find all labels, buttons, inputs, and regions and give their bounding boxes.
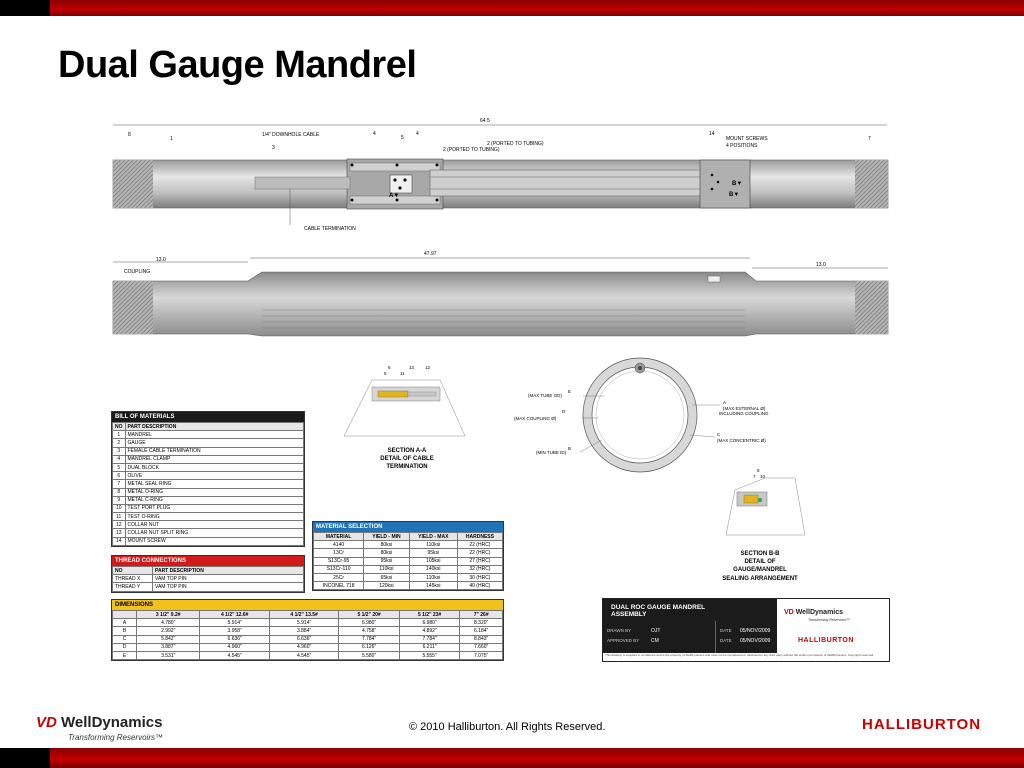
thread-cell: THREAD X — [113, 575, 153, 583]
tb-drawn-value: OJT — [651, 628, 661, 634]
ring-d: D — [562, 409, 566, 414]
bom-cell: METAL SEAL RING — [125, 480, 304, 488]
bom-cell: METAL C-RING — [125, 496, 304, 504]
thread-cell: VAM TOP PIN — [153, 575, 304, 583]
aa-title-3: TERMINATION — [386, 464, 428, 470]
dimension-column-header: 7" 26# — [460, 611, 503, 619]
dimension-cell: 6.980" — [399, 619, 460, 627]
material-cell: S13Cr-95 — [314, 557, 364, 565]
title-block-logos — [778, 599, 890, 653]
top-overall-dim: 64.5 — [480, 118, 490, 124]
bom-row — [113, 488, 304, 496]
dimension-column-header — [113, 611, 137, 619]
material-header: MATERIAL SELECTION — [313, 522, 503, 532]
bom-row — [113, 504, 304, 512]
bom-cell: COLLAR NUT SPLIT RING — [125, 529, 304, 537]
bom-cell: 13 — [113, 529, 126, 537]
dimension-cell: 5.555" — [399, 651, 460, 659]
dimension-cell: 4.780" — [137, 619, 200, 627]
material-column-header: MATERIAL — [314, 533, 364, 541]
thread-row — [113, 575, 304, 583]
ring-a: A — [723, 400, 727, 405]
bom-cell: 2 — [113, 439, 126, 447]
welldynamics-logo — [36, 714, 163, 742]
top-section-b1: B▼ — [732, 181, 743, 187]
right-thread-top — [855, 160, 888, 208]
halliburton-logo: HALLIBURTON — [862, 716, 982, 733]
ring-c-txt: (MAX CONCENTRIC Ø) — [717, 438, 766, 443]
material-cell: 140ksi — [409, 565, 457, 573]
material-cell: 13Cr — [314, 549, 364, 557]
dimension-cell: D — [113, 643, 137, 651]
dimension-cell: 3.887" — [137, 643, 200, 651]
dimension-row — [113, 635, 503, 643]
ring-b-txt: (MIN TUBE ID) — [536, 450, 567, 455]
material-cell: INCONEL 718 — [314, 582, 364, 590]
bom-cell: 11 — [113, 513, 126, 521]
bb-title-1: SECTION B-B — [740, 551, 780, 557]
ring-e: E — [568, 389, 572, 394]
top-num-3: 3 — [272, 145, 275, 151]
mid-left-dim: 13.0 — [156, 257, 166, 263]
bom-row — [113, 447, 304, 455]
material-cell: 30 (HRC) — [457, 573, 502, 581]
top-num-8: 8 — [128, 132, 131, 138]
material-row — [314, 582, 503, 590]
material-cell: 22 (HRC) — [457, 541, 502, 549]
aa-title-1: SECTION A-A — [387, 448, 427, 454]
top-num-7: 7 — [868, 136, 871, 142]
dimension-cell: E — [113, 651, 137, 659]
bom-cell: TEST PORT PLUG — [125, 504, 304, 512]
tb-logo-mark: VD — [784, 609, 794, 616]
bom-cell: 4 — [113, 455, 126, 463]
ring-c: C — [717, 432, 721, 437]
bill-of-materials-table — [111, 411, 305, 547]
bom-row — [113, 529, 304, 537]
left-thread-top — [113, 160, 153, 208]
ring-b: B — [568, 446, 572, 451]
top-label-ported2: 2 (PORTED TO TUBING) — [443, 147, 500, 153]
dimensions-table — [111, 599, 504, 661]
material-cell: 27 (HRC) — [457, 557, 502, 565]
tb-logo-text: WellDynamics — [795, 609, 844, 616]
dimension-column-header: 5 1/2" 23# — [399, 611, 460, 619]
bom-cell: MANDREL — [125, 431, 304, 439]
dimension-cell: 7.784" — [399, 635, 460, 643]
dimensions-header: DIMENSIONS — [112, 600, 503, 610]
material-row — [314, 565, 503, 573]
dimension-cell: 2.992" — [137, 627, 200, 635]
top-view — [113, 118, 888, 232]
bom-col-no: NO — [113, 423, 126, 431]
material-row — [314, 573, 503, 581]
bom-cell: 6 — [113, 472, 126, 480]
material-cell: 110ksi — [409, 573, 457, 581]
dimension-cell: 4.545" — [269, 651, 338, 659]
thread-header: THREAD CONNECTIONS — [112, 556, 304, 566]
material-cell: 80ksi — [364, 541, 410, 549]
dimension-cell: 5.914" — [200, 619, 269, 627]
material-cell: S13Cr-110 — [314, 565, 364, 573]
dimension-column-header: 3 1/2" 9.2# — [137, 611, 200, 619]
material-cell: 95ksi — [409, 549, 457, 557]
dimension-cell: 6.126" — [339, 643, 400, 651]
dimension-cell: 5.842" — [137, 635, 200, 643]
bom-col-desc: PART DESCRIPTION — [125, 423, 304, 431]
logo-mark: VD — [36, 714, 57, 731]
section-bb-detail — [722, 468, 805, 582]
top-label-term: CABLE TERMINATION — [304, 226, 356, 232]
left-thread-mid — [113, 281, 153, 334]
bom-cell: FEMALE CABLE TERMINATION — [125, 447, 304, 455]
dimension-row — [113, 643, 503, 651]
bom-row — [113, 439, 304, 447]
dimension-column-header: 4 1/2" 12.6# — [200, 611, 269, 619]
bom-cell: METAL O-RING — [125, 488, 304, 496]
ring-cross-section — [514, 358, 769, 472]
bom-header: BILL OF MATERIALS — [112, 412, 304, 422]
dimension-cell: 6.211" — [399, 643, 460, 651]
thread-row — [113, 583, 304, 591]
material-column-header: HARDNESS — [457, 533, 502, 541]
bom-cell: 3 — [113, 447, 126, 455]
thread-col-desc: PART DESCRIPTION — [153, 567, 304, 575]
dimension-column-header: 5 1/2" 20# — [339, 611, 400, 619]
dimension-cell: 4.960" — [269, 643, 338, 651]
top-label-cable: 1/4" DOWNHOLE CABLE — [262, 132, 320, 138]
bb-num-10: 10 — [760, 474, 766, 479]
title-block-halliburton-logo: HALLIBURTON — [798, 637, 854, 644]
top-label-ported1: 2 (PORTED TO TUBING) — [487, 141, 544, 147]
material-row — [314, 541, 503, 549]
dimension-row — [113, 627, 503, 635]
bb-title-3: GAUGE/MANDREL — [733, 567, 787, 573]
dimension-cell: 6.184" — [460, 627, 503, 635]
top-num-14: 14 — [709, 131, 715, 137]
tb-approved-label: APPROVED BY — [607, 638, 640, 643]
top-label-mount: MOUNT SCREWS — [726, 136, 768, 142]
material-selection-table — [312, 521, 504, 591]
material-cell: 22 (HRC) — [457, 549, 502, 557]
dimension-cell: 3.884" — [269, 627, 338, 635]
title-block-dates — [715, 621, 777, 653]
bottom-bar-black-block — [0, 748, 50, 768]
bom-row — [113, 521, 304, 529]
dimension-cell: 6.636" — [269, 635, 338, 643]
dimension-cell: 4.892" — [399, 627, 460, 635]
bom-cell: 9 — [113, 496, 126, 504]
aa-num-12: 12 — [425, 365, 431, 370]
top-num-1: 1 — [170, 136, 173, 142]
drawing-title-block — [602, 598, 890, 662]
tb-drawn-label: DRAWN BY — [607, 628, 632, 633]
dimension-cell: 4.758" — [339, 627, 400, 635]
copyright-text: © 2010 Halliburton. All Rights Reserved. — [409, 721, 606, 733]
dimension-row — [113, 619, 503, 627]
mid-overall-dim: 47.97 — [424, 251, 437, 257]
bom-row — [113, 496, 304, 504]
bom-cell: TEST O-RING — [125, 513, 304, 521]
tb-date2-label: DATE — [720, 638, 732, 643]
dimension-cell: 3.958" — [200, 627, 269, 635]
dimension-cell: B — [113, 627, 137, 635]
bottom-accent-bar — [0, 748, 1024, 768]
bom-cell: OLIVE — [125, 472, 304, 480]
dimension-column-header: 4 1/2" 13.5# — [269, 611, 338, 619]
bom-cell: 1 — [113, 431, 126, 439]
top-section-b2: B▼ — [729, 192, 740, 198]
bom-cell: 7 — [113, 480, 126, 488]
material-cell: 40 (HRC) — [457, 582, 502, 590]
thread-col-no: NO — [113, 567, 153, 575]
material-cell: 105ksi — [409, 557, 457, 565]
thread-cell: THREAD Y — [113, 583, 153, 591]
dimension-cell: 3.531" — [137, 651, 200, 659]
material-cell: 65ksi — [364, 573, 410, 581]
material-cell: 32 (HRC) — [457, 565, 502, 573]
material-cell: 95ksi — [364, 557, 410, 565]
dimension-cell: 6.980" — [339, 619, 400, 627]
ring-a-txt2: INCLUDING COUPLING — [719, 411, 769, 416]
material-cell: 110ksi — [409, 541, 457, 549]
bom-row — [113, 513, 304, 521]
dimension-cell: 6.636" — [200, 635, 269, 643]
bom-row — [113, 480, 304, 488]
title-block-left — [603, 599, 777, 653]
tb-date1-value: 05/NOV/2009 — [740, 628, 771, 634]
bom-cell: MANDREL CLAMP — [125, 455, 304, 463]
tb-date2-value: 05/NOV/2009 — [740, 638, 771, 644]
bb-title-2: DETAIL OF — [744, 559, 776, 565]
dimension-cell: 7.075" — [460, 651, 503, 659]
bom-cell: GAUGE — [125, 439, 304, 447]
material-column-header: YIELD - MAX — [409, 533, 457, 541]
ring-e-txt: (MAX TUBE OD) — [528, 393, 562, 398]
title-block-note: This drawing is supplied in confidence and is the property of WellDynamics and must not be reproduced or disclosed to any third party without the written permission of WellDynamics. Copyright reserved. — [605, 654, 875, 657]
logo-text: WellDynamics — [61, 714, 163, 731]
bom-row — [113, 472, 304, 480]
material-cell: 145ksi — [409, 582, 457, 590]
bom-row — [113, 537, 304, 545]
aa-num-11: 11 — [400, 371, 405, 376]
mid-right-dim: 13.0 — [816, 262, 826, 268]
right-thread-mid — [855, 281, 888, 334]
top-num-5: 5 — [401, 135, 404, 141]
material-cell: 80ksi — [364, 549, 410, 557]
dimension-cell: A — [113, 619, 137, 627]
ring-a-txt1: (MAX EXTERNAL Ø) — [723, 406, 766, 411]
material-cell: 120ksi — [364, 582, 410, 590]
material-cell: 4140 — [314, 541, 364, 549]
dimension-row — [113, 651, 503, 659]
dimension-cell: 5.914" — [269, 619, 338, 627]
aa-num-13: 13 — [409, 365, 415, 370]
bom-cell: 10 — [113, 504, 126, 512]
dimension-cell: C — [113, 635, 137, 643]
aa-num-6: 6 — [388, 365, 391, 370]
dimension-cell: 4.545" — [200, 651, 269, 659]
material-cell: 110ksi — [364, 565, 410, 573]
top-num-4b: 4 — [416, 131, 419, 137]
material-row — [314, 549, 503, 557]
bom-row — [113, 463, 304, 471]
ring-d-txt: (MAX COUPLING Ø) — [514, 416, 557, 421]
bom-cell: 12 — [113, 521, 126, 529]
dimension-cell: 8.843" — [460, 635, 503, 643]
material-cell: 25Cr — [314, 573, 364, 581]
dimension-cell: 7.660" — [460, 643, 503, 651]
bom-row — [113, 455, 304, 463]
mid-coupling: COUPLING — [124, 269, 151, 275]
bb-title-4: SEALING ARRANGEMENT — [722, 576, 798, 582]
bom-cell: 8 — [113, 488, 126, 496]
bom-cell: 14 — [113, 537, 126, 545]
thread-cell: VAM TOP PIN — [153, 583, 304, 591]
top-num-4a: 4 — [373, 131, 376, 137]
dimension-cell: 7.784" — [339, 635, 400, 643]
dimension-cell: 8.320" — [460, 619, 503, 627]
bom-cell: MOUNT SCREW — [125, 537, 304, 545]
slide-title: Dual Gauge Mandrel — [58, 44, 417, 86]
top-label-mount2: 4 POSITIONS — [726, 143, 758, 149]
tb-date1-label: DATE — [720, 628, 732, 633]
dimension-cell: 5.580" — [339, 651, 400, 659]
section-aa-detail — [344, 365, 465, 470]
aa-num-5: 5 — [384, 371, 387, 376]
thread-connections-table — [111, 555, 305, 593]
bb-num-8: 8 — [757, 468, 760, 473]
tb-logo-sub: Transforming Reservoirs™ — [808, 618, 850, 622]
material-row — [314, 557, 503, 565]
material-column-header: YIELD - MIN — [364, 533, 410, 541]
aa-title-2: DETAIL OF CABLE — [380, 456, 434, 462]
bom-row — [113, 431, 304, 439]
dimension-cell: 4.960" — [200, 643, 269, 651]
bom-cell: DUAL BLOCK — [125, 463, 304, 471]
bb-num-7: 7 — [753, 474, 756, 479]
bom-cell: COLLAR NUT — [125, 521, 304, 529]
bom-cell: 5 — [113, 463, 126, 471]
title-block-title: DUAL ROC GAUGE MANDREL ASSEMBLY — [611, 604, 706, 618]
tb-approved-value: CM — [651, 638, 659, 644]
logo-tagline: Transforming Reservoirs™ — [68, 733, 163, 742]
title-block-welldynamics-logo — [784, 609, 843, 616]
middle-view — [113, 251, 888, 336]
top-section-a: A▼ — [389, 193, 400, 199]
